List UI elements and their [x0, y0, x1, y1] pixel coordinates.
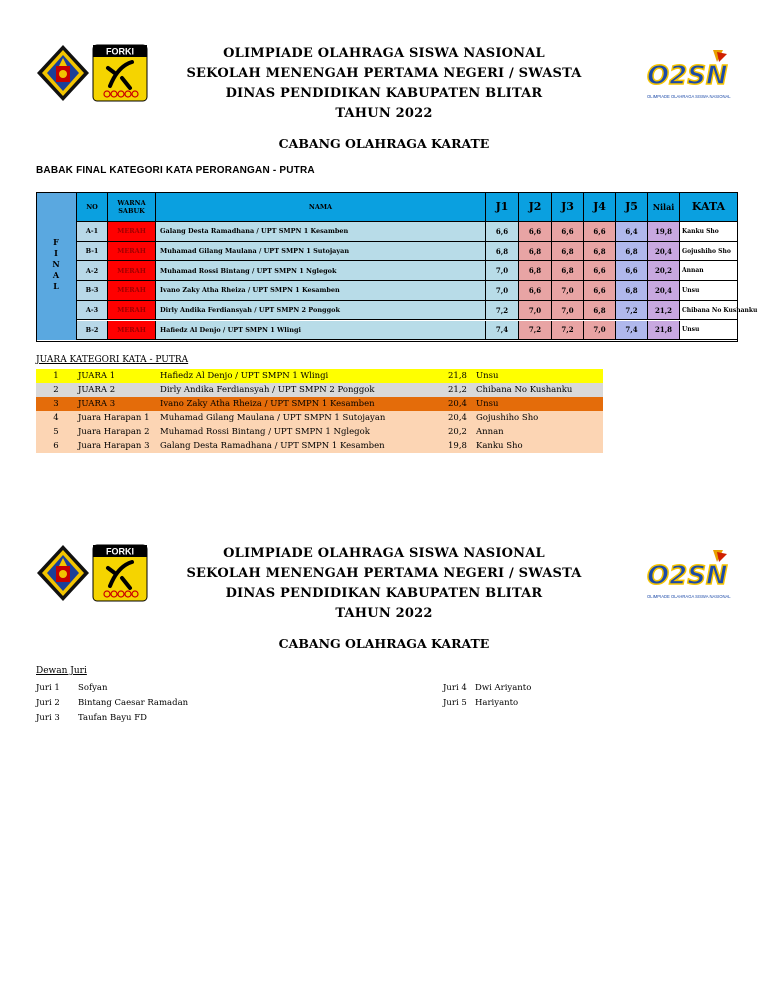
- o2sn-label: O2SN: [647, 561, 728, 591]
- cell-j1: 7,2: [486, 301, 519, 321]
- page-one: [0, 0, 768, 470]
- cell-j5: 7,4: [616, 321, 648, 341]
- o2sn-logo: [643, 548, 739, 604]
- forki-label: FORKI: [106, 46, 134, 57]
- final-table-row: [77, 242, 737, 262]
- champion-score: 20,4: [448, 399, 467, 409]
- cell-kata: Unsu: [680, 281, 737, 301]
- cell-kata: Kanku Sho: [680, 222, 737, 242]
- cell-no: B-3: [77, 281, 108, 301]
- judge-name: Taufan Bayu FD: [78, 713, 147, 723]
- forki-logo: [92, 544, 148, 602]
- cell-j4: 7,0: [584, 321, 616, 341]
- judges-title: Dewan Juri: [36, 666, 87, 676]
- side-letter: A: [52, 270, 60, 280]
- champion-rank: Juara Harapan 1: [78, 413, 150, 423]
- cell-j5: 7,2: [616, 301, 648, 321]
- cell-nilai: 21,8: [648, 321, 680, 341]
- cell-sabuk: MERAH: [108, 301, 156, 321]
- champion-kata: Unsu: [476, 371, 499, 381]
- side-letter: F: [53, 237, 59, 247]
- event-title-line-2: SEKOLAH MENENGAH PERTAMA NEGERI / SWASTA: [186, 566, 582, 581]
- cell-j3: 7,2: [552, 321, 584, 341]
- judge-label: Juri 3: [36, 713, 60, 723]
- event-title-line-1: OLIMPIADE OLAHRAGA SISWA NASIONAL: [223, 546, 545, 561]
- header-no: NO: [77, 193, 108, 222]
- side-letter: N: [52, 259, 60, 269]
- cell-nama: Ivano Zaky Atha Rheiza / UPT SMPN 1 Kesamben: [156, 281, 486, 301]
- cell-no: A-2: [77, 261, 108, 281]
- champion-row: [36, 397, 603, 411]
- header-nama: NAMA: [156, 193, 486, 222]
- final-table-row: [77, 261, 737, 281]
- champion-rank: Juara Harapan 3: [78, 441, 150, 451]
- cell-nama: Muhamad Gilang Maulana / UPT SMPN 1 Sutojayan: [156, 242, 486, 262]
- cell-no: A-3: [77, 301, 108, 321]
- cell-nilai: 20,4: [648, 281, 680, 301]
- cell-kata: Annan: [680, 261, 737, 281]
- cell-j1: 7,4: [486, 321, 519, 341]
- cell-j5: 6,4: [616, 222, 648, 242]
- champion-no: 1: [53, 371, 59, 381]
- champion-score: 20,4: [448, 413, 467, 423]
- cell-j4: 6,6: [584, 222, 616, 242]
- champion-name: Muhamad Rossi Bintang / UPT SMPN 1 Nglegok: [160, 427, 370, 437]
- cell-sabuk: MERAH: [108, 321, 156, 341]
- judge-name: Hariyanto: [475, 698, 519, 708]
- champion-no: 5: [53, 427, 59, 437]
- cell-nama: Muhamad Rossi Bintang / UPT SMPN 1 Nglegok: [156, 261, 486, 281]
- champion-kata: Chibana No Kushanku: [476, 385, 573, 395]
- champion-kata: Kanku Sho: [476, 441, 523, 451]
- champion-name: Dirly Andika Ferdiansyah / UPT SMPN 2 Ponggok: [160, 385, 375, 395]
- cell-j1: 7,0: [486, 281, 519, 301]
- cell-j4: 6,8: [584, 242, 616, 262]
- final-table-row: [77, 301, 758, 321]
- header-j5: J5: [616, 193, 648, 222]
- champion-row: [36, 369, 603, 383]
- judge-name: Bintang Caesar Ramadan: [78, 698, 189, 708]
- final-table-row: [77, 281, 737, 301]
- event-title-line-3: DINAS PENDIDIKAN KABUPATEN BLITAR: [225, 86, 543, 101]
- event-title-line-4: TAHUN 2022: [335, 606, 433, 621]
- round-category-title: BABAK FINAL KATEGORI KATA PERORANGAN - PUTRA: [36, 165, 315, 176]
- event-title-line-4: TAHUN 2022: [335, 106, 433, 121]
- champion-rank: JUARA 1: [78, 371, 116, 381]
- judge-label: Juri 4: [443, 683, 467, 693]
- event-title-line-2: SEKOLAH MENENGAH PERTAMA NEGERI / SWASTA: [186, 66, 582, 81]
- cell-j3: 6,6: [552, 222, 584, 242]
- judge-label: Juri 5: [443, 698, 467, 708]
- champion-name: Muhamad Gilang Maulana / UPT SMPN 1 Sutojayan: [160, 413, 386, 423]
- event-title-line-3: DINAS PENDIDIKAN KABUPATEN BLITAR: [225, 586, 543, 601]
- cell-j2: 6,8: [519, 261, 552, 281]
- header-j3: J3: [552, 193, 584, 222]
- cell-j5: 6,6: [616, 261, 648, 281]
- champion-rank: JUARA 2: [78, 385, 116, 395]
- champion-score: 21,2: [448, 385, 467, 395]
- champion-name: Galang Desta Ramadhana / UPT SMPN 1 Kesamben: [160, 441, 385, 451]
- cell-nama: Galang Desta Ramadhana / UPT SMPN 1 Kesamben: [156, 222, 486, 242]
- header-j2: J2: [519, 193, 552, 222]
- blitar-emblem-logo: [36, 44, 90, 102]
- sport-branch-title: CABANG OLAHRAGA KARATE: [278, 636, 490, 651]
- cell-j4: 6,8: [584, 301, 616, 321]
- champion-score: 20,2: [448, 427, 467, 437]
- cell-nilai: 20,4: [648, 242, 680, 262]
- cell-nilai: 21,2: [648, 301, 680, 321]
- champion-score: 21,8: [448, 371, 467, 381]
- final-table-row: [77, 222, 737, 242]
- cell-no: B-2: [77, 321, 108, 341]
- champion-kata: Annan: [476, 427, 504, 437]
- champion-kata: Unsu: [476, 399, 499, 409]
- o2sn-subtitle: OLIMPIADE OLAHRAGA SISWA NASIONAL: [647, 594, 731, 599]
- cell-j5: 6,8: [616, 281, 648, 301]
- cell-j1: 7,0: [486, 261, 519, 281]
- blitar-emblem-logo: [36, 544, 90, 602]
- cell-kata: Gojushiho Sho: [680, 242, 737, 262]
- o2sn-subtitle: OLIMPIADE OLAHRAGA SISWA NASIONAL: [647, 94, 731, 99]
- side-letter: I: [54, 248, 58, 258]
- header-sabuk: WARNA SABUK: [108, 193, 156, 222]
- cell-nilai: 19,8: [648, 222, 680, 242]
- champion-row: [36, 439, 603, 453]
- judge-name: Dwi Ariyanto: [475, 683, 532, 693]
- cell-sabuk: MERAH: [108, 281, 156, 301]
- champions-title: JUARA KATEGORI KATA - PUTRA: [36, 355, 189, 365]
- header-j4: J4: [584, 193, 616, 222]
- cell-no: B-1: [77, 242, 108, 262]
- cell-no: A-1: [77, 222, 108, 242]
- final-table-row: [77, 321, 737, 341]
- header-kata: KATA: [680, 193, 737, 222]
- cell-j4: 6,6: [584, 281, 616, 301]
- sport-branch-title: CABANG OLAHRAGA KARATE: [278, 136, 490, 151]
- cell-j2: 7,2: [519, 321, 552, 341]
- champion-rank: Juara Harapan 2: [78, 427, 150, 437]
- final-score-table: [36, 192, 758, 342]
- cell-j3: 7,0: [552, 301, 584, 321]
- champion-row: [36, 383, 603, 397]
- page-two: [0, 500, 768, 1000]
- champion-row: [36, 425, 603, 439]
- cell-sabuk: MERAH: [108, 242, 156, 262]
- champion-rank: JUARA 3: [78, 399, 116, 409]
- champion-no: 3: [53, 399, 59, 409]
- o2sn-logo: [643, 48, 739, 104]
- cell-j2: 7,0: [519, 301, 552, 321]
- cell-j1: 6,6: [486, 222, 519, 242]
- header-nilai: Nilai: [648, 193, 680, 222]
- judge-label: Juri 1: [36, 683, 60, 693]
- cell-j2: 6,6: [519, 281, 552, 301]
- cell-j3: 7,0: [552, 281, 584, 301]
- champion-row: [36, 411, 603, 425]
- cell-nilai: 20,2: [648, 261, 680, 281]
- side-letter: L: [53, 281, 59, 291]
- cell-j2: 6,6: [519, 222, 552, 242]
- cell-j2: 6,8: [519, 242, 552, 262]
- cell-sabuk: MERAH: [108, 261, 156, 281]
- forki-label: FORKI: [106, 546, 134, 557]
- champion-score: 19,8: [448, 441, 467, 451]
- cell-sabuk: MERAH: [108, 222, 156, 242]
- champion-kata: Gojushiho Sho: [476, 413, 539, 423]
- champion-name: Hafiedz Al Denjo / UPT SMPN 1 Wlingi: [160, 371, 329, 381]
- cell-kata: Unsu: [680, 321, 737, 341]
- cell-kata: Chibana No Kushanku: [680, 301, 737, 321]
- forki-logo: [92, 44, 148, 102]
- cell-j5: 6,8: [616, 242, 648, 262]
- cell-j3: 6,8: [552, 261, 584, 281]
- cell-j3: 6,8: [552, 242, 584, 262]
- champion-no: 2: [53, 385, 59, 395]
- judge-name: Sofyan: [78, 683, 108, 693]
- o2sn-label: O2SN: [647, 61, 728, 91]
- champion-no: 6: [53, 441, 59, 451]
- cell-j1: 6,8: [486, 242, 519, 262]
- judge-label: Juri 2: [36, 698, 60, 708]
- champion-name: Ivano Zaky Atha Rheiza / UPT SMPN 1 Kesamben: [160, 399, 375, 409]
- event-title-line-1: OLIMPIADE OLAHRAGA SISWA NASIONAL: [223, 46, 545, 61]
- cell-nama: Hafiedz Al Denjo / UPT SMPN 1 Wlingi: [156, 321, 486, 341]
- champion-no: 4: [53, 413, 59, 423]
- cell-nama: Dirly Andika Ferdiansyah / UPT SMPN 2 Ponggok: [156, 301, 486, 321]
- header-j1: J1: [486, 193, 519, 222]
- cell-j4: 6,6: [584, 261, 616, 281]
- final-side-label: [37, 193, 77, 340]
